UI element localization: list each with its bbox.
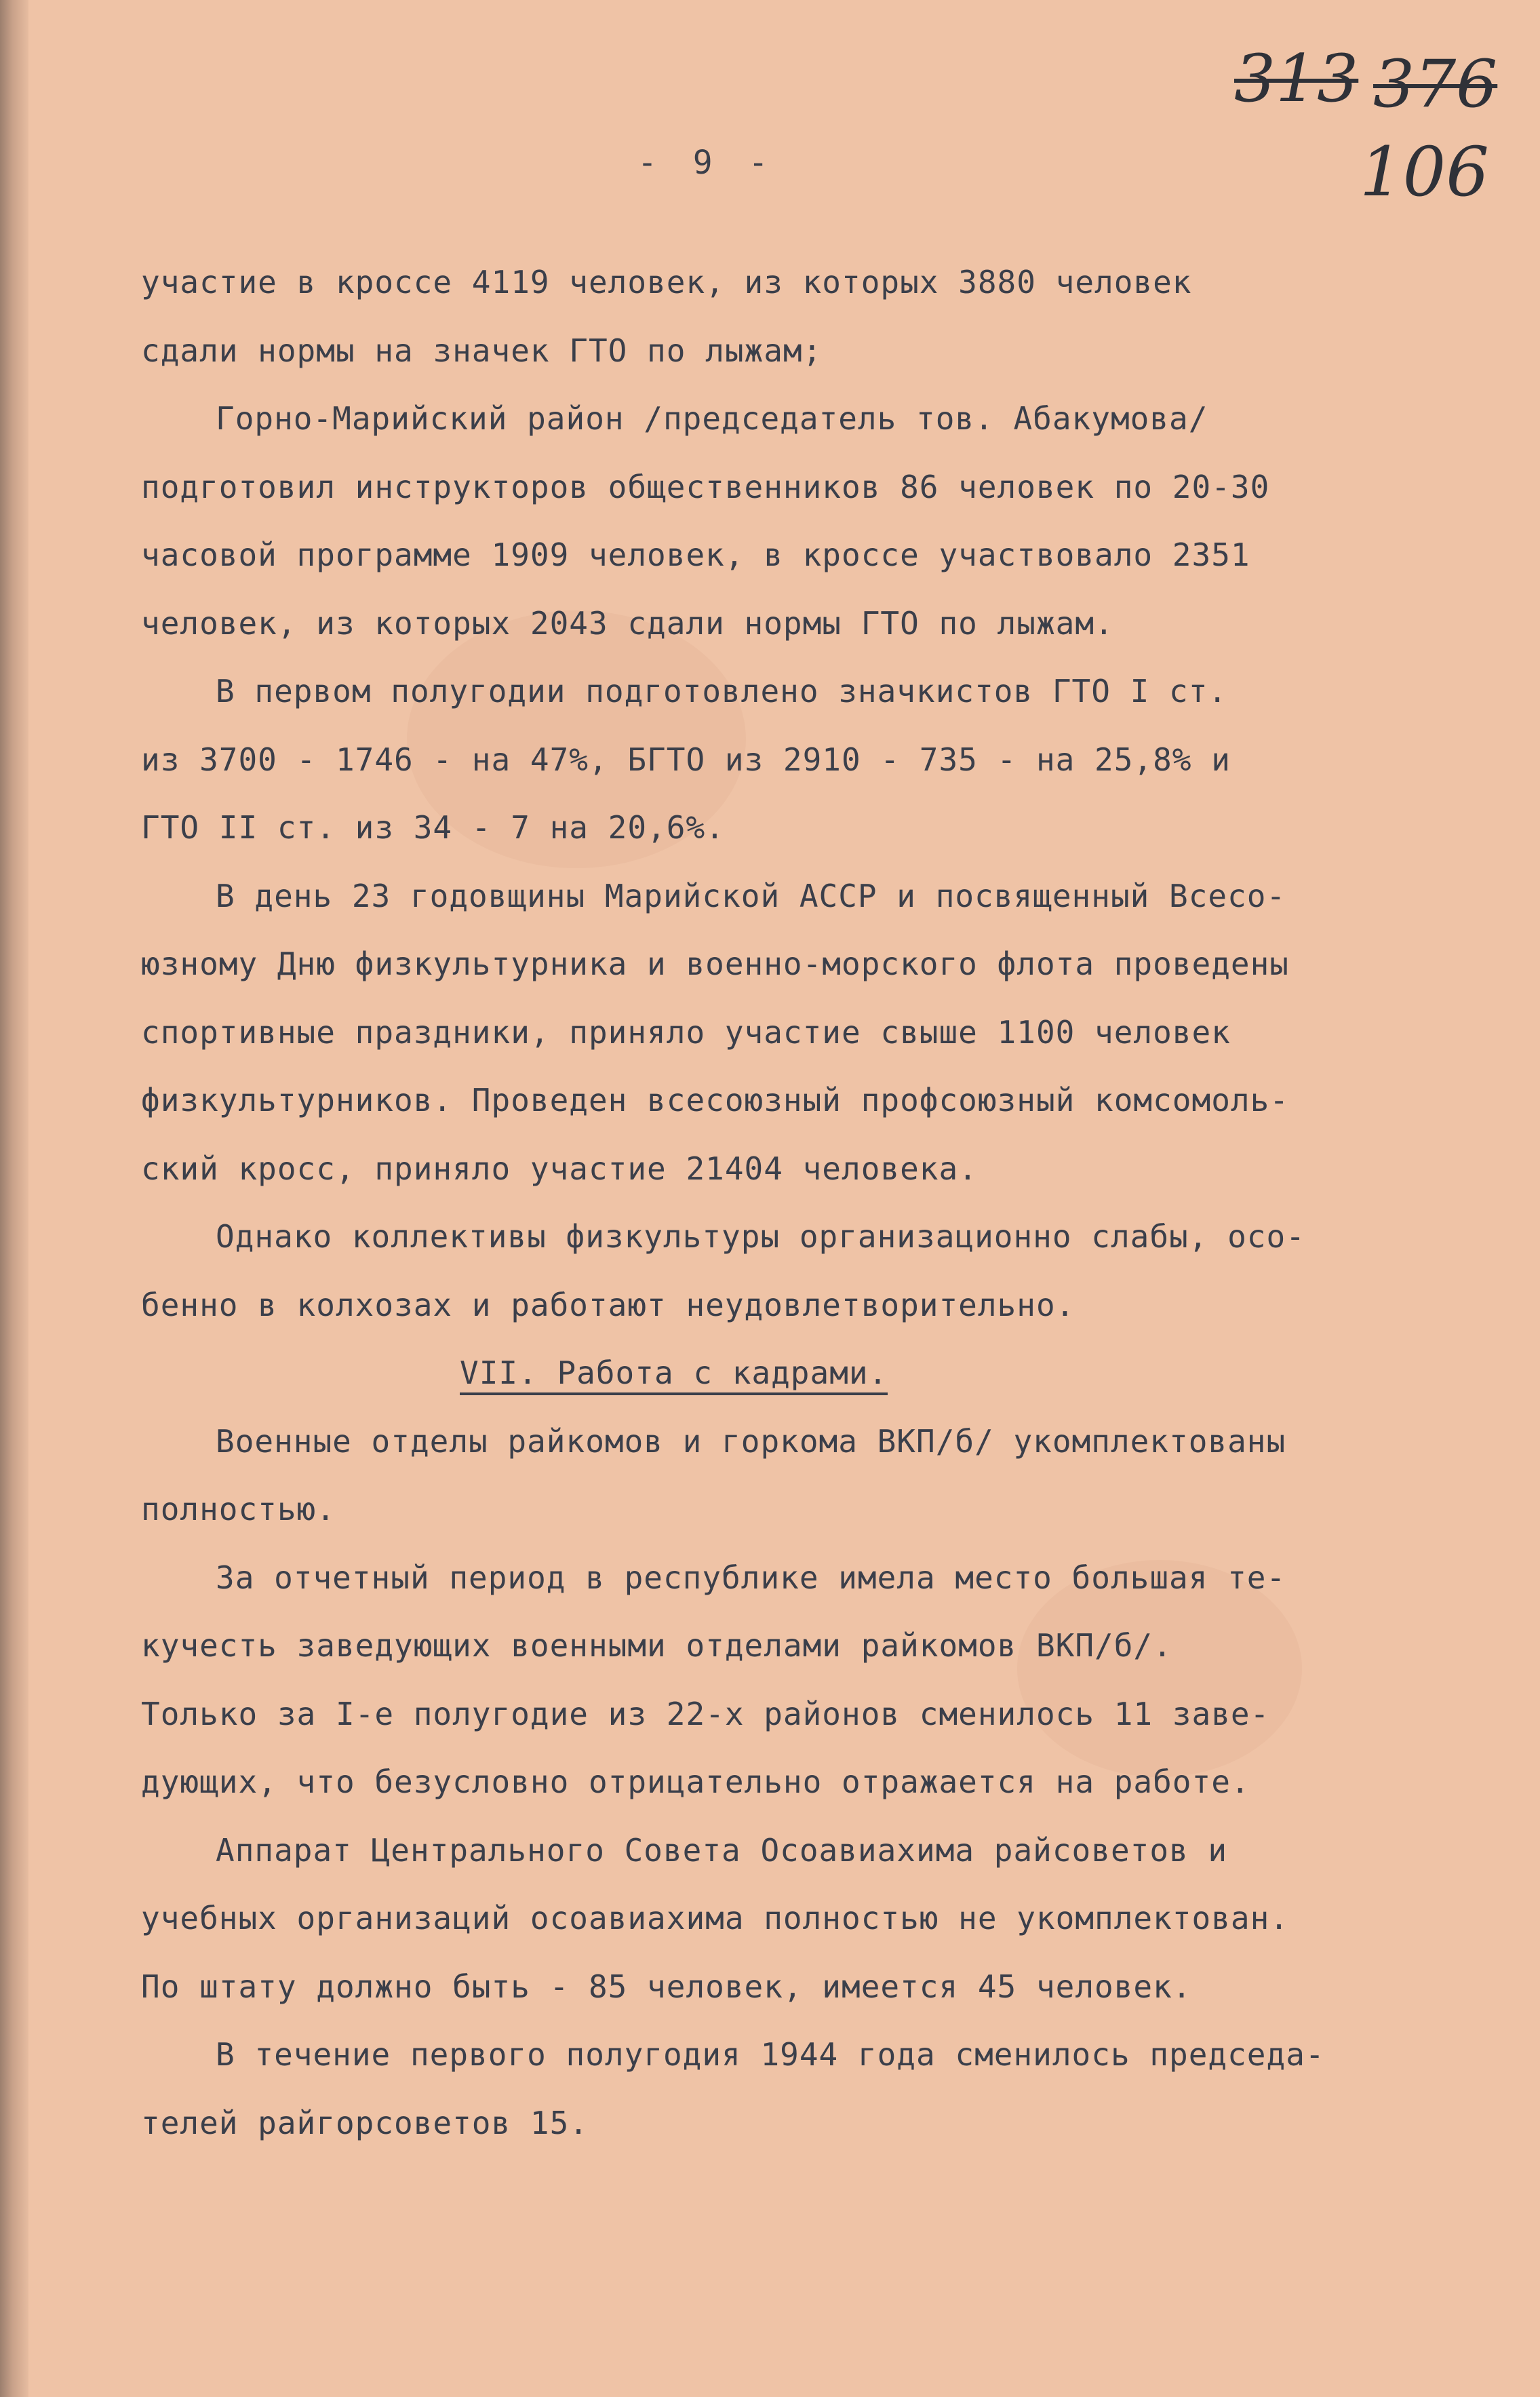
text-line: В течение первого полугодия 1944 года сменилось председа- <box>216 2036 1325 2073</box>
text-line: часовой программе 1909 человек, в кроссе участвовало 2351 <box>141 537 1250 573</box>
text-line: участие в кроссе 4119 человек, из которых 3880 человек <box>141 264 1192 300</box>
text-line: телей райгорсоветов 15. <box>141 2104 589 2141</box>
paragraphs-after-heading <box>141 1407 1497 2158</box>
text-line: физкультурников. Проведен всесоюзный профсоюзный комсомоль- <box>141 1082 1289 1118</box>
text-line: сдали нормы на значек ГТО по лыжам; <box>141 332 823 369</box>
text-line: Горно-Марийский район /председатель тов. Абакумова/ <box>216 400 1208 437</box>
text-line: спортивные праздники, приняло участие свыше 1100 человек <box>141 1013 1231 1051</box>
text-line: Аппарат Центрального Совета Осоавиахима райсоветов и <box>216 1831 1228 1869</box>
text-line: В первом полугодии подготовлено значкистов ГТО I ст. <box>216 673 1228 709</box>
text-line: Однако коллективы физкультуры организационно слабы, осо- <box>216 1218 1305 1255</box>
text-line: За отчетный период в республике имела место большая те- <box>216 1559 1286 1596</box>
text-line: ГТО II ст. из 34 - 7 на 20,6%. <box>141 809 725 846</box>
document-body <box>141 248 1497 2157</box>
text-line: полностью. <box>141 1491 336 1527</box>
text-line: ский кросс, приняло участие 21404 человека. <box>141 1150 978 1187</box>
page-number: - 9 - <box>637 144 776 182</box>
text-line: По штату должно быть - 85 человек, имеется 45 человек. <box>141 1968 1192 2005</box>
paragraphs-before-heading <box>141 248 1497 1339</box>
archive-page-numbers <box>1221 34 1505 210</box>
text-line: юзному Дню физкультурника и военно-морского флота проведены <box>141 946 1289 982</box>
section-heading <box>141 1339 1497 1407</box>
text-line: учебных организаций осоавиахима полностью не укомплектован. <box>141 1900 1289 1936</box>
text-line: дующих, что безусловно отрицательно отражается на работе. <box>141 1763 1250 1800</box>
crossed-out-number: 313 <box>1234 41 1359 117</box>
text-line: подготовил инструкторов общественников 86 человек по 20-30 <box>141 468 1270 505</box>
crossed-out-number: 376 <box>1373 46 1498 122</box>
section-heading-text: VII. Работа с кадрами. <box>460 1353 888 1395</box>
text-line: Только за I-е полугодие из 22-х районов сменилось 11 заве- <box>141 1695 1270 1732</box>
text-line: Военные отделы райкомов и горкома ВКП/б/ укомплектованы <box>216 1422 1286 1460</box>
text-line: В день 23 годовщины Марийской АССР и посвященный Всесо- <box>216 877 1286 914</box>
text-line: человек, из которых 2043 сдали нормы ГТО по лыжам. <box>141 604 1114 642</box>
archive-sheet-number: 106 <box>1360 132 1489 212</box>
text-line: бенно в колхозах и работают неудовлетворительно. <box>141 1286 1075 1323</box>
text-line: из 3700 - 1746 - на 47%, БГТО из 2910 - 735 - на 25,8% и <box>141 741 1231 778</box>
text-line: кучесть заведующих военными отделами райкомов ВКП/б/. <box>141 1627 1172 1664</box>
page-binding-edge <box>0 0 28 2397</box>
